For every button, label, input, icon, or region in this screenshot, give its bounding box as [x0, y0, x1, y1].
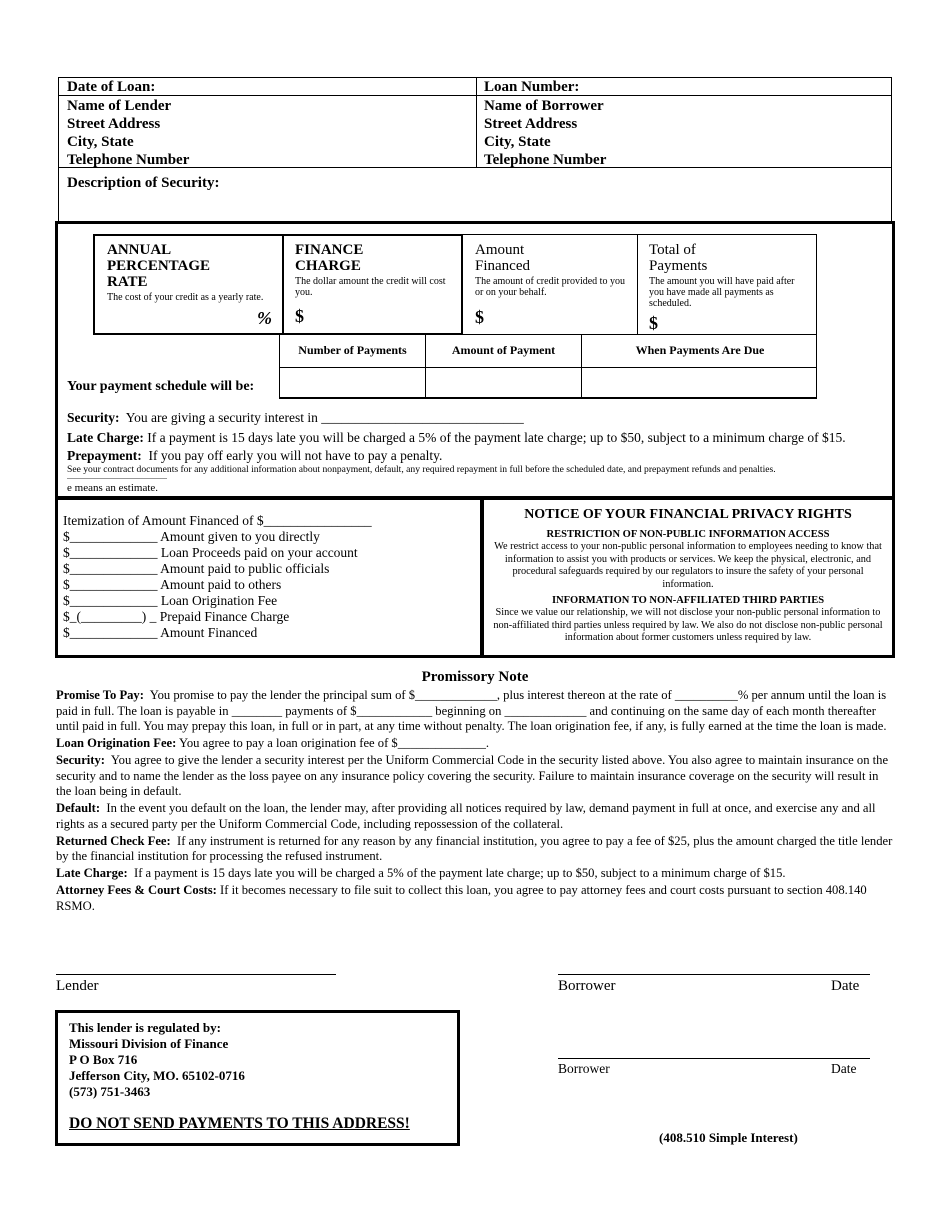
- borrower-street: Street Address: [484, 116, 578, 132]
- borrower-name: Name of Borrower: [484, 98, 604, 114]
- lender-telephone: Telephone Number: [67, 152, 190, 168]
- lender-signature-line[interactable]: [56, 974, 336, 975]
- origination-fee-text: You agree to pay a loan origination fee of $______________.: [179, 736, 490, 750]
- when-payments-due-cell[interactable]: [582, 368, 818, 397]
- total-payments-description: The amount you will have paid after you have made all payments as scheduled.: [649, 276, 795, 309]
- til-prepayment-text: If you pay off early you will not have to pay a penalty.: [148, 448, 443, 463]
- amount-of-payment-header: Amount of Payment: [451, 343, 556, 357]
- number-of-payments-cell[interactable]: [280, 368, 425, 397]
- apr-title-3: RATE: [107, 274, 148, 290]
- loan-header-box: [58, 77, 892, 222]
- description-of-security-label: Description of Security:: [67, 175, 220, 191]
- itemization-paid-to-others: $_____________ Amount paid to others: [63, 577, 282, 592]
- default-paragraph: [56, 801, 894, 832]
- security-label: Security:: [56, 753, 105, 767]
- itemization-amount-given: $_____________ Amount given to you directly: [63, 529, 320, 544]
- apr-title-1: ANNUAL: [107, 242, 172, 258]
- simple-interest-note: (408.510 Simple Interest): [659, 1130, 798, 1145]
- promise-to-pay-label: Promise To Pay:: [56, 688, 144, 702]
- regulator-intro: This lender is regulated by:: [69, 1020, 221, 1035]
- regulator-agency: Missouri Division of Finance: [69, 1036, 229, 1051]
- total-payments-title-1: Total of: [649, 242, 696, 258]
- footnote-rule: [67, 478, 167, 479]
- til-prepayment-line: [67, 448, 442, 464]
- regulator-po-box: P O Box 716: [69, 1052, 138, 1067]
- default-text: In the event you default on the loan, the lender may, after providing all notices required by law, demand payment in full at once, and exercise any and all rights as a secured party per the Uniform Commercial Code, including repossession of the collateral.: [56, 801, 876, 831]
- itemization-amount-financed: $_____________ Amount Financed: [63, 625, 258, 640]
- amount-financed-title-2: Financed: [475, 258, 530, 274]
- til-security-label: Security:: [67, 410, 120, 425]
- returned-check-label: Returned Check Fee:: [56, 833, 171, 848]
- lender-name: Name of Lender: [67, 98, 172, 114]
- privacy-restriction-text: We restrict access to your non-public personal information to employees needing to know that information to assist you with products or services. We keep the physical, electronic, and procedural safeguards required by our regulators to insure the safety of your personal information.: [494, 541, 882, 590]
- when-payments-due-header: When Payments Are Due: [635, 343, 765, 357]
- borrower-signature-label-2: Borrower: [558, 1061, 610, 1076]
- date-label-2: Date: [831, 1061, 857, 1076]
- finance-charge-title-2: CHARGE: [295, 258, 361, 274]
- apr-title-2: PERCENTAGE: [107, 258, 211, 274]
- late-charge-label: Late Charge:: [56, 866, 128, 880]
- do-not-send-payments-warning: DO NOT SEND PAYMENTS TO THIS ADDRESS!: [69, 1115, 410, 1132]
- date-of-loan-label: Date of Loan:: [67, 79, 156, 95]
- attorney-fees-text: If it becomes necessary to file suit to collect this loan, you agree to pay attorney fees and court costs pursuant to section 408.140 RSMO.: [56, 883, 867, 913]
- promise-to-pay-paragraph: [56, 688, 894, 735]
- borrower-telephone: Telephone Number: [484, 152, 607, 168]
- privacy-third-parties-text: Since we value our relationship, we will not disclose your non-public personal information to non-affiliated third parties unless required by law. We also do not disclose non-public personal information about former customers unless required by law.: [493, 607, 883, 643]
- promise-to-pay-text: You promise to pay the lender the principal sum of $_____________, plus interest thereon at the rate of __________% per annum until the loan is paid in full. The loan is payable in ________ payments of $____________ beginning on _____________ and continuing on the same day of each month thereafter until paid in full. You may prepay this loan, in full or in part, at any time without penalty. The loan origination fee, if any, is fully earned at the time the loan is made.: [56, 688, 887, 733]
- lender-city-state: City, State: [67, 134, 134, 150]
- til-late-charge-text: If a payment is 15 days late you will be charged a 5% of the payment late charge; up to $50, subject to a minimum charge of $15.: [147, 430, 846, 445]
- date-label-1: Date: [831, 978, 860, 994]
- schedule-header-row: [279, 334, 817, 368]
- amount-financed-description: The amount of credit provided to you or on your behalf.: [475, 276, 625, 298]
- number-of-payments-header: Number of Payments: [298, 343, 407, 357]
- estimate-note: e means an estimate.: [67, 482, 159, 494]
- til-security-line: [67, 410, 524, 426]
- til-late-charge-label: Late Charge:: [67, 430, 144, 445]
- itemization-loan-proceeds: $_____________ Loan Proceeds paid on your account: [63, 545, 358, 560]
- late-charge-paragraph: [56, 866, 894, 882]
- privacy-title: NOTICE OF YOUR FINANCIAL PRIVACY RIGHTS: [524, 507, 852, 522]
- loan-number-label: Loan Number:: [484, 79, 580, 95]
- itemization-box: [55, 497, 483, 658]
- privacy-notice-box: [481, 497, 895, 658]
- regulator-phone: (573) 751-3463: [69, 1084, 151, 1099]
- attorney-fees-label: Attorney Fees & Court Costs:: [56, 883, 217, 897]
- amount-of-payment-cell[interactable]: [426, 368, 581, 397]
- security-paragraph: [56, 753, 894, 800]
- borrower-signature-line-2[interactable]: [558, 1058, 870, 1059]
- amount-financed-box: [463, 234, 637, 335]
- borrower-city-state: City, State: [484, 134, 551, 150]
- finance-charge-dollar: $: [295, 306, 304, 326]
- lender-signature-label: Lender: [56, 978, 99, 994]
- privacy-heading-restriction: RESTRICTION OF NON-PUBLIC INFORMATION ACCESS: [546, 529, 830, 540]
- total-payments-dollar: $: [649, 313, 658, 333]
- lender-street: Street Address: [67, 116, 161, 132]
- returned-check-text: If any instrument is returned for any reason by any financial institution, you agree to pay a fee of $25, plus the amount charged the title lender by the financial institution for processing the refused instrument.: [56, 833, 893, 863]
- itemization-prepaid-finance-charge: $_(_________) _ Prepaid Finance Charge: [63, 609, 290, 624]
- finance-charge-title-1: FINANCE: [295, 242, 364, 258]
- truth-in-lending-box: [55, 221, 895, 499]
- amount-financed-title-1: Amount: [475, 242, 525, 258]
- til-security-text: You are giving a security interest in ______________________________: [125, 410, 524, 425]
- origination-fee-label: Loan Origination Fee:: [56, 736, 177, 750]
- apr-box: [93, 234, 284, 335]
- returned-check-paragraph: [56, 834, 894, 865]
- promissory-note-title: Promissory Note: [421, 669, 529, 685]
- borrower-signature-label-1: Borrower: [558, 978, 616, 994]
- apr-description: The cost of your credit as a yearly rate.: [107, 292, 264, 303]
- security-text: You agree to give the lender a security interest per the Uniform Commercial Code in the security listed above. You also agree to maintain insurance on the security and to name the lender as the loss payee on any insurance policy covering the security. Failure to maintain insurance coverage on the security will result in the loan being in default.: [56, 753, 889, 798]
- regulator-box: [55, 1010, 460, 1146]
- itemization-public-officials: $_____________ Amount paid to public officials: [63, 561, 330, 576]
- promissory-note-body: [56, 688, 894, 916]
- percent-symbol: %: [257, 308, 272, 328]
- total-payments-title-2: Payments: [649, 258, 708, 274]
- itemization-title: Itemization of Amount Financed of $________________: [63, 513, 372, 528]
- finance-charge-box: [284, 234, 463, 335]
- privacy-heading-third-parties: INFORMATION TO NON-AFFILIATED THIRD PARTIES: [551, 595, 825, 606]
- schedule-entry-row: [279, 367, 817, 399]
- regulator-city: Jefferson City, MO. 65102-0716: [69, 1068, 245, 1083]
- itemization-origination-fee: $_____________ Loan Origination Fee: [63, 593, 278, 608]
- default-label: Default:: [56, 801, 101, 815]
- origination-fee-paragraph: [56, 736, 894, 752]
- finance-charge-description: The dollar amount the credit will cost you.: [295, 276, 446, 298]
- payment-schedule-label: Your payment schedule will be:: [67, 379, 255, 394]
- late-charge-text: If a payment is 15 days late you will be charged a 5% of the payment late charge; up to $50, subject to a minimum charge of $15.: [134, 866, 786, 880]
- til-prepayment-label: Prepayment:: [67, 448, 142, 463]
- attorney-fees-paragraph: [56, 883, 894, 914]
- amount-financed-dollar: $: [475, 307, 484, 327]
- total-payments-box: [637, 234, 817, 335]
- borrower-signature-line-1[interactable]: [558, 974, 870, 975]
- contract-documents-note: See your contract documents for any additional information about nonpayment, default, any required repayment in full before the scheduled date, and prepayment refunds and penalties.: [67, 464, 776, 475]
- til-late-charge-line: [67, 430, 846, 446]
